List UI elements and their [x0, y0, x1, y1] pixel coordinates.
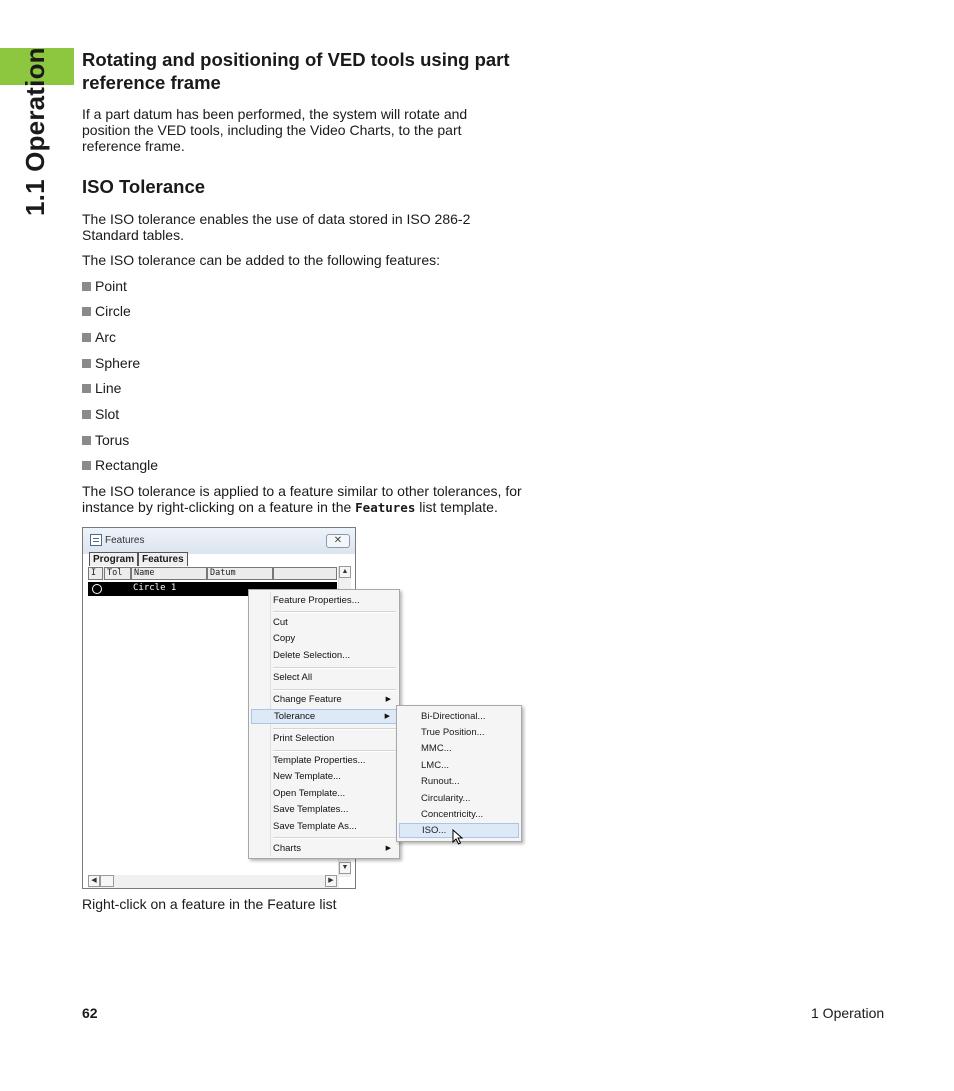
horizontal-scrollbar[interactable]: [88, 875, 339, 888]
column-header-i[interactable]: I: [88, 567, 103, 580]
bullet-square-icon: [82, 307, 91, 316]
list-item: Rectangle: [82, 457, 158, 473]
bullet-square-icon: [82, 333, 91, 342]
iso-intro-paragraph: The ISO tolerance enables the use of data stored in ISO 286-2 Standard tables.: [82, 211, 471, 243]
submenu-arrow-icon: ▶: [384, 713, 390, 720]
bullet-square-icon: [82, 359, 91, 368]
tolerance-submenu: [396, 705, 522, 842]
list-window-icon: [90, 534, 102, 546]
features-code-term: Features: [355, 500, 416, 515]
menu-item-delete-selection[interactable]: Delete Selection...: [273, 650, 351, 661]
mouse-pointer-icon: [452, 829, 464, 845]
submenu-item-runout[interactable]: Runout...: [421, 776, 460, 787]
scroll-left-arrow-icon[interactable]: ◀: [88, 875, 100, 887]
submenu-arrow-icon: ▶: [385, 696, 391, 703]
footer-chapter: 1 Operation: [811, 1005, 885, 1021]
menu-item-save-templates[interactable]: Save Templates...: [273, 804, 349, 815]
window-titlebar: [83, 528, 355, 554]
window-title: Features: [105, 535, 145, 546]
section-body-ved-tools: If a part datum has been performed, the system will rotate and position the VED tools, including the Video Charts, to the part reference frame.: [82, 106, 468, 154]
section-heading-iso-tolerance: ISO Tolerance: [82, 176, 206, 197]
list-item: Torus: [82, 432, 129, 448]
list-item: Slot: [82, 406, 119, 422]
menu-item-charts[interactable]: Charts ▶: [273, 843, 391, 854]
bullet-square-icon: [82, 461, 91, 470]
chapter-tab-label: 1.1 Operation: [20, 47, 50, 216]
submenu-item-lmc[interactable]: LMC...: [421, 760, 449, 771]
menu-item-open-template[interactable]: Open Template...: [273, 788, 346, 799]
scroll-right-arrow-icon[interactable]: ▶: [325, 875, 337, 887]
menu-item-copy[interactable]: Copy: [273, 633, 296, 644]
column-header-name[interactable]: Name: [131, 567, 207, 580]
iso-features-intro: The ISO tolerance can be added to the following features:: [82, 252, 441, 268]
menu-item-save-template-as[interactable]: Save Template As...: [273, 821, 357, 832]
submenu-item-mmc[interactable]: MMC...: [421, 743, 452, 754]
tab-features[interactable]: Features: [138, 552, 188, 566]
context-menu: [248, 589, 400, 859]
circle-feature-icon: [92, 584, 102, 594]
list-item: Arc: [82, 329, 116, 345]
close-button[interactable]: ✕: [326, 534, 350, 548]
section-heading-ved-tools: Rotating and positioning of VED tools using part reference frame: [82, 49, 510, 93]
submenu-item-concentricity[interactable]: Concentricity...: [421, 809, 484, 820]
scroll-up-arrow-icon[interactable]: ▲: [339, 566, 351, 578]
page-number: 62: [82, 1005, 98, 1021]
menu-item-cut[interactable]: Cut: [273, 617, 288, 628]
submenu-item-true-position[interactable]: True Position...: [421, 727, 485, 738]
column-header-datum[interactable]: Datum: [207, 567, 273, 580]
feature-name-cell: Circle 1: [133, 583, 177, 593]
submenu-arrow-icon: ▶: [385, 845, 391, 852]
column-header-row: [88, 567, 337, 580]
list-item: Sphere: [82, 355, 140, 371]
column-header-extra[interactable]: [273, 567, 337, 580]
submenu-item-iso[interactable]: ISO...: [399, 823, 519, 838]
bullet-square-icon: [82, 282, 91, 291]
scroll-down-arrow-icon[interactable]: ▼: [339, 862, 351, 874]
iso-applied-paragraph: The ISO tolerance is applied to a feature similar to other tolerances, for instance by right-clicking on a feature in the Features list template.: [82, 483, 522, 515]
menu-item-template-properties[interactable]: Template Properties...: [273, 755, 366, 766]
menu-item-feature-properties[interactable]: Feature Properties...: [273, 595, 360, 606]
scroll-thumb[interactable]: [100, 875, 114, 887]
tab-program[interactable]: Program: [89, 552, 138, 566]
menu-item-print-selection[interactable]: Print Selection: [273, 733, 335, 744]
list-item: Circle: [82, 303, 131, 319]
column-header-tol[interactable]: Tol: [104, 567, 131, 580]
menu-item-select-all[interactable]: Select All: [273, 672, 313, 683]
menu-item-tolerance[interactable]: Tolerance ▶: [251, 709, 397, 724]
figure-caption: Right-click on a feature in the Feature list: [82, 896, 337, 912]
submenu-item-bi-directional[interactable]: Bi-Directional...: [421, 711, 486, 722]
bullet-square-icon: [82, 436, 91, 445]
bullet-square-icon: [82, 384, 91, 393]
menu-item-change-feature[interactable]: Change Feature ▶: [273, 694, 391, 705]
submenu-item-circularity[interactable]: Circularity...: [421, 793, 471, 804]
list-item: Point: [82, 278, 127, 294]
list-item: Line: [82, 380, 121, 396]
bullet-square-icon: [82, 410, 91, 419]
menu-item-new-template[interactable]: New Template...: [273, 771, 341, 782]
